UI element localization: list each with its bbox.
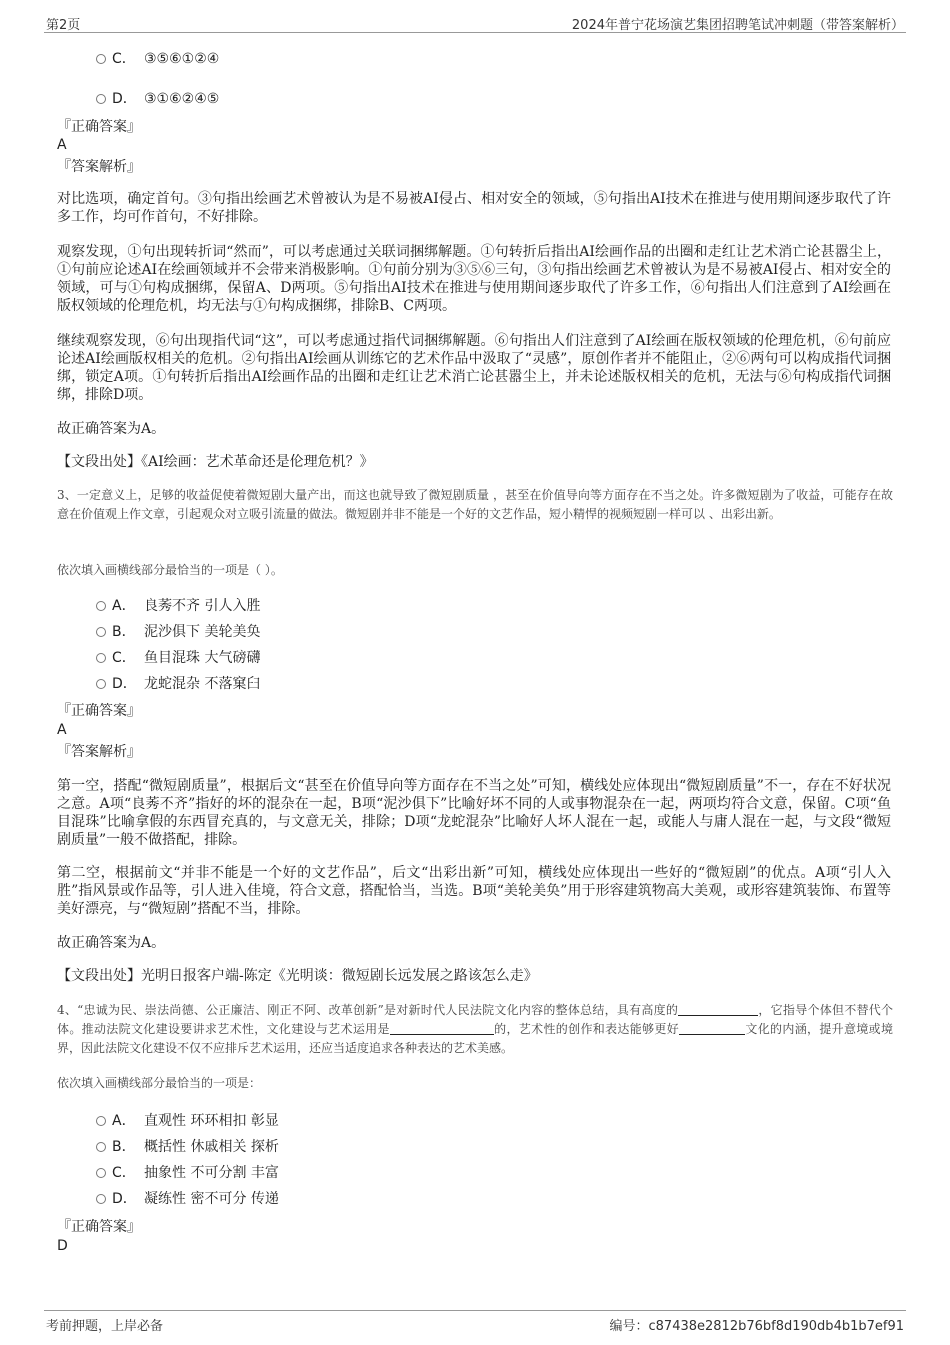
q3-option-a[interactable]: A． 良莠不齐 引人入胜: [96, 597, 260, 615]
q4-prompt: 依次填入画横线部分最恰当的一项是：: [57, 1076, 262, 1090]
q2-conclusion: 故正确答案为A。: [57, 421, 166, 437]
q3-analysis-paragraph-2: 第二空，根据前文“并非不能是一个好的文艺作品”，后文“出彩出新”可知，横线处应体现出一些好的“微短剧”的优点。A项“引人入胜”指风景或作品等，引人进入佳境，符合文意，搭配恰当，当选。B项“美轮美奂”用于形容建筑物高大美观，或形容建筑装饰、布置等美好漂亮，与“微短剧”搭配不当，排除。: [57, 865, 891, 917]
q4-option-b[interactable]: B． 概括性 休戚相关 探析: [96, 1138, 279, 1156]
q4-correct-label: 『正确答案』: [57, 1219, 141, 1235]
radio-icon[interactable]: [96, 627, 106, 637]
q4-blank-2: [390, 1022, 494, 1035]
document-title: 2024年普宁花场演艺集团招聘笔试冲刺题（带答案解析）: [571, 18, 904, 33]
q3-stem: 3、一定意义上，足够的收益促使着微短剧大量产出，而这也就导致了微短剧质量 ，甚至在价值导向等方面存在不当之处。许多微短剧为了收益，可能存在故意在价值观上作文章，引起观众对立吸引流量的做法。微短剧并非不能是一个好的文艺作品，短小精悍的视频短剧一样可以 、出彩出新。: [57, 488, 893, 521]
radio-icon[interactable]: [96, 1194, 106, 1204]
q2-analysis-paragraph-1: 对比选项，确定首句。③句指出绘画艺术曾被认为是不易被AI侵占、相对安全的领域，⑤句指出AI技术在推进与使用期间逐步取代了许多工作，均可作首句，不好排除。: [57, 191, 891, 225]
q2-analysis-label: 『答案解析』: [57, 159, 141, 175]
q4-blank-1: [678, 1003, 758, 1016]
radio-icon[interactable]: [96, 653, 106, 663]
q2-option-d[interactable]: D． ③①⑥②④⑤: [96, 90, 219, 108]
q3-correct-label: 『正确答案』: [57, 703, 141, 719]
q3-analysis-paragraph-1: 第一空，搭配“微短剧质量”，根据后文“甚至在价值导向等方面存在不当之处”可知，横线处应体现出“微短剧质量”不一，存在不好状况之意。A项“良莠不齐”指好的坏的混杂在一起，B项“泥沙俱下”比喻好坏不同的人或事物混杂在一起，两项均符合文意，保留。C项“鱼目混珠”比喻拿假的东西冒充真的，与文意无关，排除；D项“龙蛇混杂”比喻好人坏人混在一起，或能人与庸人混在一起，与文段“微短剧质量”一般不做搭配，排除。: [57, 778, 891, 848]
radio-icon[interactable]: [96, 54, 106, 64]
q4-correct-answer: D: [57, 1238, 68, 1254]
q2-analysis-paragraph-3: 继续观察发现，⑥句出现指代词“这”，可以考虑通过指代词捆绑解题。⑥句指出人们注意到了AI绘画在版权领域的伦理危机，⑥句前应论述AI绘画版权相关的危机。②句指出AI绘画从训练它的艺术作品中汲取了“灵感”，原创作者并不能阻止，②⑥两句可以构成指代词捆绑，锁定A项。①句转折后指出AI绘画作品的出圈和走红让艺术消亡论甚嚣尘上，并未论述版权相关的危机，无法与⑥句构成指代词捆绑，排除D项。: [57, 333, 891, 403]
q2-correct-answer: A: [57, 137, 67, 153]
q4-option-c[interactable]: C． 抽象性 不可分割 丰富: [96, 1164, 279, 1182]
radio-icon[interactable]: [96, 94, 106, 104]
q3-source: 【文段出处】光明日报客户端-陈定《光明谈：微短剧长远发展之路该怎么走》: [57, 968, 538, 984]
document-id: 编号：c87438e2812b76bf8d190db4b1b7ef91: [609, 1319, 904, 1334]
page-footer: [44, 1310, 906, 1339]
radio-icon[interactable]: [96, 1142, 106, 1152]
q2-analysis-paragraph-2: 观察发现，①句出现转折词“然而”，可以考虑通过关联词捆绑解题。①句转折后指出AI绘画作品的出圈和走红让艺术消亡论甚嚣尘上，①句前应论述AI在绘画领域并不会带来消极影响。①句前分别为③⑤⑥三句，③句指出绘画艺术曾被认为是不易被AI侵占、相对安全的领域，可与①句构成捆绑，保留A、D两项。⑤句指出AI技术在推进与使用期间逐步取代了许多工作，⑥句指出人们注意到了AI绘画在版权领域的伦理危机，均无法与①句构成捆绑，排除B、C两项。: [57, 244, 891, 314]
q4-stem: 4、“忠诚为民、崇法尚德、公正廉洁、刚正不阿、改革创新”是对新时代人民法院文化内容的整体总结，具有高度的 ，它指导个体但不替代个体。推动法院文化建设要讲求艺术性，文化建设与艺术运用是 的，艺术性的创作和表达能够更好 文化的内涵，提升意境或境界，因此法院文化建设不仅不应排斥艺术运用，还应当适度追求各种表达的艺术美感。: [57, 1003, 893, 1055]
q4-blank-3: [679, 1022, 745, 1035]
page-number: 第2页: [46, 18, 81, 33]
q2-correct-label: 『正确答案』: [57, 119, 141, 135]
q4-option-d[interactable]: D． 凝练性 密不可分 传递: [96, 1190, 279, 1208]
q4-option-a[interactable]: A． 直观性 环环相扣 彰显: [96, 1112, 279, 1130]
page-header: [44, 12, 906, 33]
radio-icon[interactable]: [96, 1116, 106, 1126]
q3-conclusion: 故正确答案为A。: [57, 935, 166, 951]
q3-analysis-label: 『答案解析』: [57, 744, 141, 760]
q3-option-d[interactable]: D． 龙蛇混杂 不落窠臼: [96, 675, 260, 693]
q3-option-c[interactable]: C． 鱼目混珠 大气磅礴: [96, 649, 260, 667]
q3-prompt: 依次填入画横线部分最恰当的一项是（ ）。: [57, 563, 283, 577]
radio-icon[interactable]: [96, 601, 106, 611]
radio-icon[interactable]: [96, 1168, 106, 1178]
q3-option-b[interactable]: B． 泥沙俱下 美轮美奂: [96, 623, 260, 641]
footer-slogan: 考前押题，上岸必备: [46, 1319, 164, 1334]
radio-icon[interactable]: [96, 679, 106, 689]
q2-source: 【文段出处】《AI绘画：艺术革命还是伦理危机？》: [57, 454, 374, 470]
q3-correct-answer: A: [57, 722, 67, 738]
q2-option-c[interactable]: C． ③⑤⑥①②④: [96, 50, 219, 68]
